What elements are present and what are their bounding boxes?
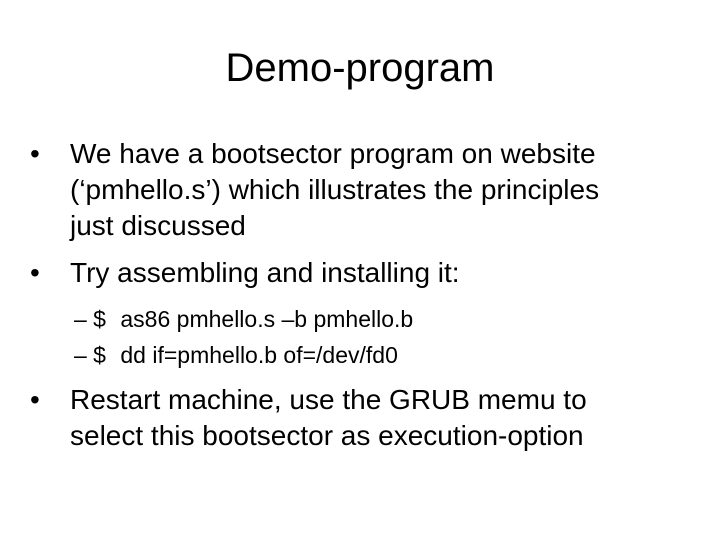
slide-title: Demo-program [225,46,495,90]
bullet-text [70,136,690,244]
subbullet-marker: – $ [74,306,106,332]
bullet-line: (‘pmhello.s’) which illustrates the principles [70,174,600,205]
bullet-line: Try assembling and installing it: [70,257,460,288]
bullet-line: just discussed [70,210,246,241]
command-text: dd if=pmhello.b of=/dev/fd0 [114,342,398,368]
bullet-marker: • [30,384,40,415]
bullet-marker: • [30,257,40,288]
subbullet-marker: – $ [74,342,106,368]
command-text: as86 pmhello.s –b pmhello.b [114,306,414,332]
bullet-text [70,255,690,291]
bullet-text [70,382,690,454]
bullet-line: We have a bootsector program on website [70,138,596,169]
bullet-marker: • [30,138,40,169]
bullet-line: Restart machine, use the GRUB memu to [70,384,587,415]
bullet-line: select this bootsector as execution-option [70,420,584,451]
